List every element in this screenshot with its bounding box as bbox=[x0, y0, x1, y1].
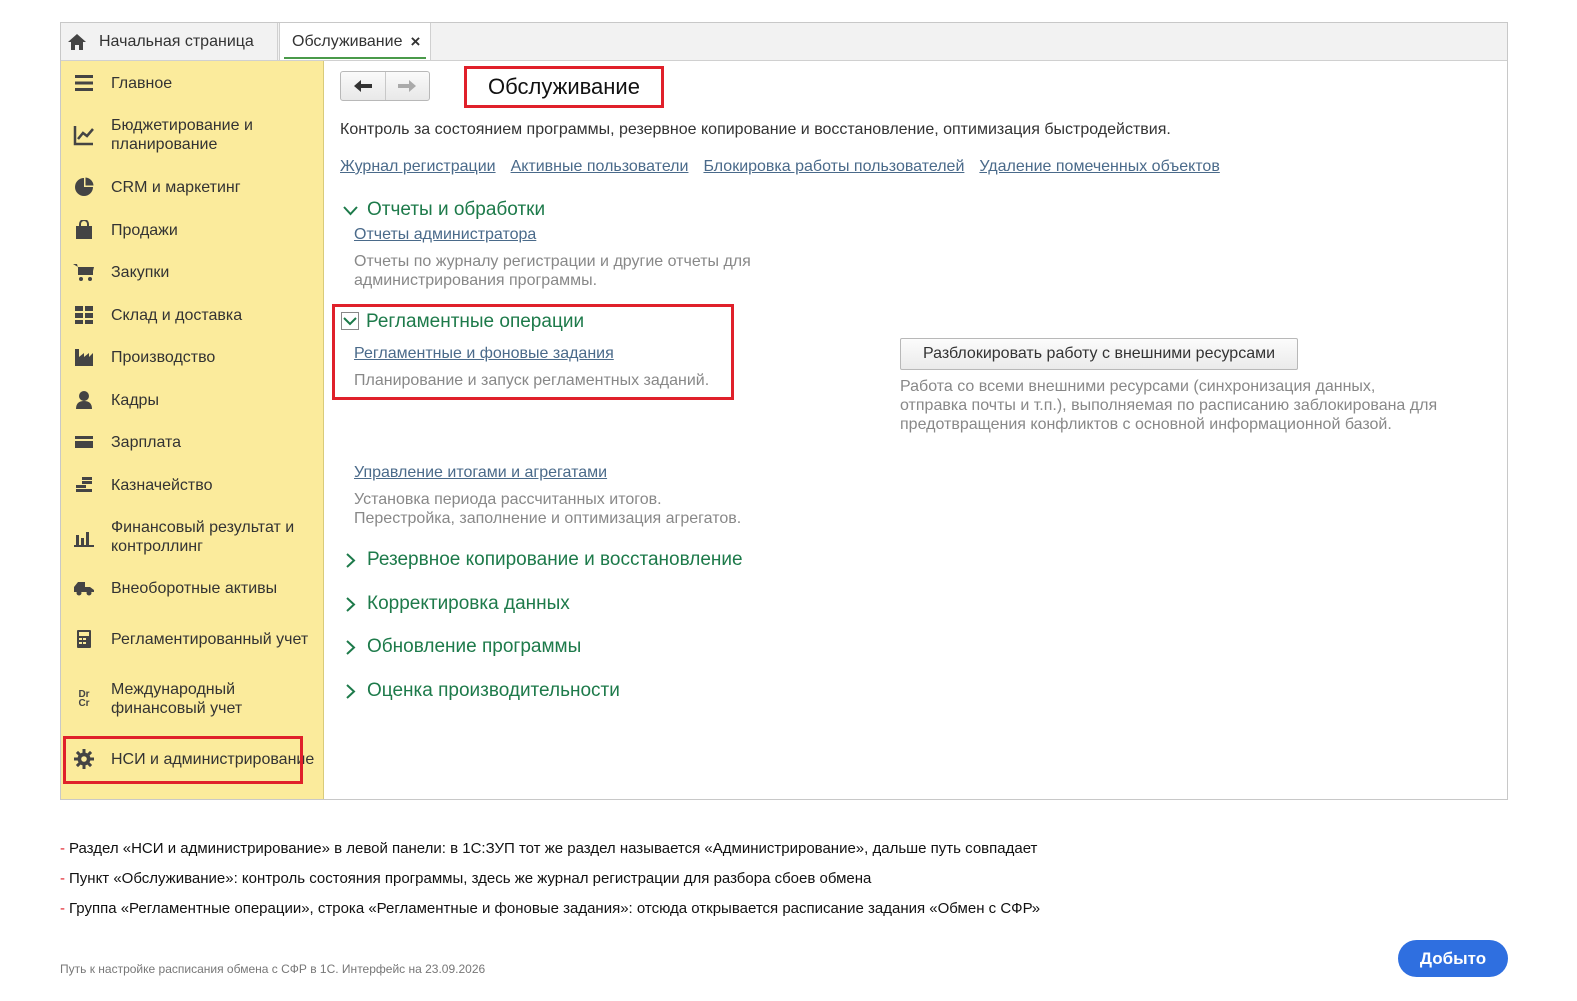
coins-icon bbox=[73, 474, 95, 496]
chevron-right-icon bbox=[343, 553, 358, 568]
page-title-box bbox=[464, 66, 664, 108]
sidebar-item-label: Международный финансовый учет bbox=[111, 681, 243, 717]
arrow-right-icon bbox=[397, 79, 417, 93]
note-text: Пункт «Обслуживание»: контроль состояния программы, здесь же журнал регистрации для разбора сбоев обмена bbox=[69, 870, 872, 887]
sidebar-item-treasury[interactable] bbox=[61, 473, 323, 497]
wallet-card-icon bbox=[73, 431, 95, 453]
tab-home-label: Начальная страница bbox=[99, 32, 254, 50]
link-scheduled-jobs[interactable]: Регламентные и фоновые задания bbox=[354, 345, 614, 362]
tab-home[interactable] bbox=[61, 23, 278, 60]
group-reports[interactable] bbox=[343, 199, 545, 221]
sidebar-item-fixed-assets[interactable] bbox=[61, 576, 323, 600]
main-content bbox=[325, 61, 1507, 799]
image-caption: Путь к настройке расписания обмена с СФР в 1С. Интерфейс на 23.09.2026 bbox=[60, 962, 486, 976]
reglament-toggle[interactable] bbox=[341, 312, 359, 330]
group-data-correction-title: Корректировка данных bbox=[367, 593, 570, 614]
forward-button[interactable] bbox=[385, 72, 430, 100]
cart-icon bbox=[73, 261, 95, 283]
totals-aggregates-desc: Установка периода рассчитанных итогов. Перестройка, заполнение и оптимизация агрегатов. bbox=[354, 491, 742, 527]
group-reports-title: Отчеты и обработки bbox=[367, 199, 546, 220]
sidebar-item-main[interactable] bbox=[61, 71, 323, 95]
sidebar-item-ifrs[interactable] bbox=[61, 678, 323, 720]
close-icon[interactable]: × bbox=[410, 31, 421, 51]
warehouse-grid-icon bbox=[73, 304, 95, 326]
link-event-log[interactable]: Журнал регистрации bbox=[340, 158, 496, 175]
dr-cr-icon-text: Dr Cr bbox=[78, 689, 90, 709]
sidebar-item-label: Зарплата bbox=[111, 433, 182, 451]
pie-chart-icon bbox=[73, 176, 95, 198]
note-item bbox=[60, 840, 1040, 870]
sidebar-item-label: Бюджетирование и планирование bbox=[111, 117, 253, 153]
sidebar-item-label: Склад и доставка bbox=[111, 306, 243, 324]
scheduled-jobs-desc: Планирование и запуск регламентных заданий. bbox=[354, 372, 710, 389]
chevron-right-icon bbox=[343, 684, 358, 699]
note-text: Раздел «НСИ и администрирование» в левой панели: в 1С:ЗУП тот же раздел называется «Администрирование», дальше путь совпадает bbox=[69, 840, 1038, 857]
sidebar-item-hr[interactable] bbox=[61, 388, 323, 412]
chevron-right-icon bbox=[343, 640, 358, 655]
tab-maintenance-label: Обслуживание bbox=[292, 32, 403, 50]
dobyto-button[interactable]: Добыто bbox=[1398, 940, 1508, 977]
dr-cr-icon bbox=[73, 688, 95, 710]
notes-list bbox=[60, 840, 1040, 930]
home-icon bbox=[67, 32, 87, 52]
sidebar-item-budgeting[interactable] bbox=[61, 114, 323, 156]
budget-chart-icon bbox=[73, 124, 95, 146]
page-description: Контроль за состоянием программы, резервное копирование и восстановление, оптимизация быстродействия. bbox=[340, 121, 1171, 138]
sidebar-item-warehouse[interactable] bbox=[61, 303, 323, 327]
chevron-down-icon bbox=[343, 314, 357, 328]
sidebar-item-label: Казначейство bbox=[111, 476, 213, 494]
sidebar-item-label: Финансовый результат и контроллинг bbox=[111, 519, 295, 555]
link-delete-marked[interactable]: Удаление помеченных объектов bbox=[979, 158, 1220, 175]
group-backup[interactable] bbox=[343, 549, 743, 571]
group-reglament-title: Регламентные операции bbox=[366, 311, 585, 332]
group-program-update-title: Обновление программы bbox=[367, 636, 582, 657]
link-block-users[interactable]: Блокировка работы пользователей bbox=[703, 158, 965, 175]
person-icon bbox=[73, 389, 95, 411]
sidebar-item-label: Закупки bbox=[111, 263, 170, 281]
link-totals-aggregates[interactable]: Управление итогами и агрегатами bbox=[354, 464, 608, 481]
truck-icon bbox=[73, 577, 95, 599]
group-performance-title: Оценка производительности bbox=[367, 680, 620, 701]
sidebar-item-salary[interactable] bbox=[61, 430, 323, 454]
group-backup-title: Резервное копирование и восстановление bbox=[367, 549, 743, 570]
sidebar-item-financial-result[interactable] bbox=[61, 516, 323, 558]
sidebar-item-label: Главное bbox=[111, 74, 173, 92]
menu-lines-icon bbox=[73, 72, 95, 94]
link-active-users[interactable]: Активные пользователи bbox=[510, 158, 689, 175]
sidebar-item-regulated-accounting[interactable] bbox=[61, 618, 323, 660]
note-dash: - bbox=[60, 900, 65, 917]
note-item bbox=[60, 870, 1040, 900]
bar-chart-icon bbox=[73, 526, 95, 548]
sidebar-item-label: Внеоборотные активы bbox=[111, 579, 278, 597]
sidebar-item-label: Кадры bbox=[111, 391, 159, 409]
sidebar-item-label: Продажи bbox=[111, 221, 178, 239]
unlock-external-resources-desc: Работа со всеми внешними ресурсами (синхронизация данных, отправка почты и т.п.), выполняемая по расписанию заблокирована для предотвращения конфликтов с основной информационной базой. bbox=[900, 378, 1438, 433]
sidebar-item-label: Регламентированный учет bbox=[111, 630, 309, 648]
sidebar-item-label: CRM и маркетинг bbox=[111, 178, 241, 196]
sidebar-item-purchases[interactable] bbox=[61, 260, 323, 284]
sidebar-item-crm[interactable] bbox=[61, 175, 323, 199]
nsi-highlight-box bbox=[63, 736, 303, 784]
unlock-external-resources-button[interactable]: Разблокировать работу с внешними ресурсами bbox=[900, 338, 1298, 370]
note-dash: - bbox=[60, 870, 65, 887]
sidebar bbox=[61, 61, 324, 799]
chevron-down-icon bbox=[343, 203, 358, 218]
sidebar-item-production[interactable] bbox=[61, 345, 323, 369]
calculator-icon bbox=[73, 628, 95, 650]
group-data-correction[interactable] bbox=[343, 593, 570, 615]
chevron-right-icon bbox=[343, 597, 358, 612]
arrow-left-icon bbox=[353, 79, 373, 93]
top-links bbox=[340, 158, 1220, 176]
admin-reports-desc: Отчеты по журналу регистрации и другие отчеты для администрирования программы. bbox=[354, 253, 751, 289]
app-window bbox=[60, 22, 1508, 800]
sidebar-item-sales[interactable] bbox=[61, 218, 323, 242]
nav-buttons bbox=[340, 71, 430, 101]
group-reglament[interactable] bbox=[366, 311, 584, 333]
note-text: Группа «Регламентные операции», строка «Регламентные и фоновые задания»: отсюда открывается расписание задания «Обмен с СФР» bbox=[69, 900, 1041, 917]
factory-icon bbox=[73, 346, 95, 368]
group-program-update[interactable] bbox=[343, 636, 581, 658]
shopping-bag-icon bbox=[73, 219, 95, 241]
note-item bbox=[60, 900, 1040, 930]
tab-bar bbox=[61, 23, 1507, 61]
sidebar-item-label: НСИ и администрирование bbox=[111, 750, 315, 768]
sidebar-item-label: Производство bbox=[111, 348, 216, 366]
tab-maintenance[interactable] bbox=[279, 23, 431, 60]
group-performance[interactable] bbox=[343, 680, 620, 702]
back-button[interactable] bbox=[341, 72, 385, 100]
page-title: Обслуживание bbox=[488, 74, 640, 99]
link-admin-reports[interactable]: Отчеты администратора bbox=[354, 226, 537, 243]
note-dash: - bbox=[60, 840, 65, 857]
